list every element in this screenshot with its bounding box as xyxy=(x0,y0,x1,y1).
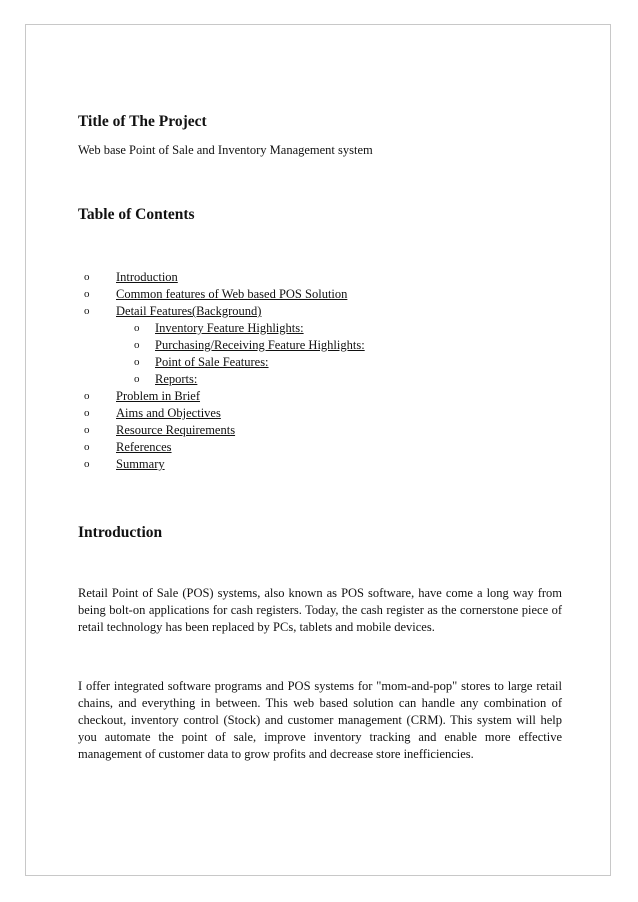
bullet-icon: o xyxy=(84,441,90,453)
bullet-icon: o xyxy=(134,373,140,385)
intro-paragraph-2: I offer integrated software programs and POS systems for "mom-and-pop" stores to large retail chains, and everything in between. This web based solution can handle any combination of checkout, inventory control (Stock) and customer management (CRM). This system will help you automate the point of sale, improve inventory tracking and enable more effective management of customer data to grow profits and decrease store inefficiencies. xyxy=(78,679,562,761)
toc-heading: Table of Contents xyxy=(78,206,195,223)
toc-link-purchasing-features[interactable]: Purchasing/Receiving Feature Highlights: xyxy=(155,338,365,352)
toc-link-common-features[interactable]: Common features of Web based POS Solution xyxy=(116,287,348,301)
toc-link-detail-features[interactable]: Detail Features(Background) xyxy=(116,304,262,318)
bullet-icon: o xyxy=(84,407,90,419)
bullet-icon: o xyxy=(134,322,140,334)
toc-link-summary[interactable]: Summary xyxy=(116,457,165,471)
toc-link-pos-features[interactable]: Point of Sale Features: xyxy=(155,355,269,369)
intro-paragraph-1: Retail Point of Sale (POS) systems, also known as POS software, have come a long way from being bolt-on applications for cash registers. Today, the cash register as the cornerstone piece of retail technology has been replaced by PCs, tablets and mobile devices. xyxy=(78,586,562,634)
introduction-heading: Introduction xyxy=(78,524,163,541)
bullet-icon: o xyxy=(84,424,90,436)
toc-link-reports[interactable]: Reports: xyxy=(155,372,198,386)
bullet-icon: o xyxy=(134,339,140,351)
bullet-icon: o xyxy=(84,305,90,317)
toc-link-references[interactable]: References xyxy=(116,440,172,454)
toc-link-resource-requirements[interactable]: Resource Requirements xyxy=(116,423,236,437)
bullet-icon: o xyxy=(84,271,90,283)
document-page xyxy=(25,24,611,876)
toc-link-problem-in-brief[interactable]: Problem in Brief xyxy=(116,389,201,403)
title-heading: Title of The Project xyxy=(78,113,207,130)
bullet-icon: o xyxy=(84,390,90,402)
toc-link-aims-objectives[interactable]: Aims and Objectives xyxy=(116,406,221,420)
toc-link-inventory-features[interactable]: Inventory Feature Highlights: xyxy=(155,321,304,335)
project-title: Web base Point of Sale and Inventory Management system xyxy=(78,143,373,157)
toc-link-introduction[interactable]: Introduction xyxy=(116,270,178,284)
bullet-icon: o xyxy=(134,356,140,368)
bullet-icon: o xyxy=(84,458,90,470)
bullet-icon: o xyxy=(84,288,90,300)
